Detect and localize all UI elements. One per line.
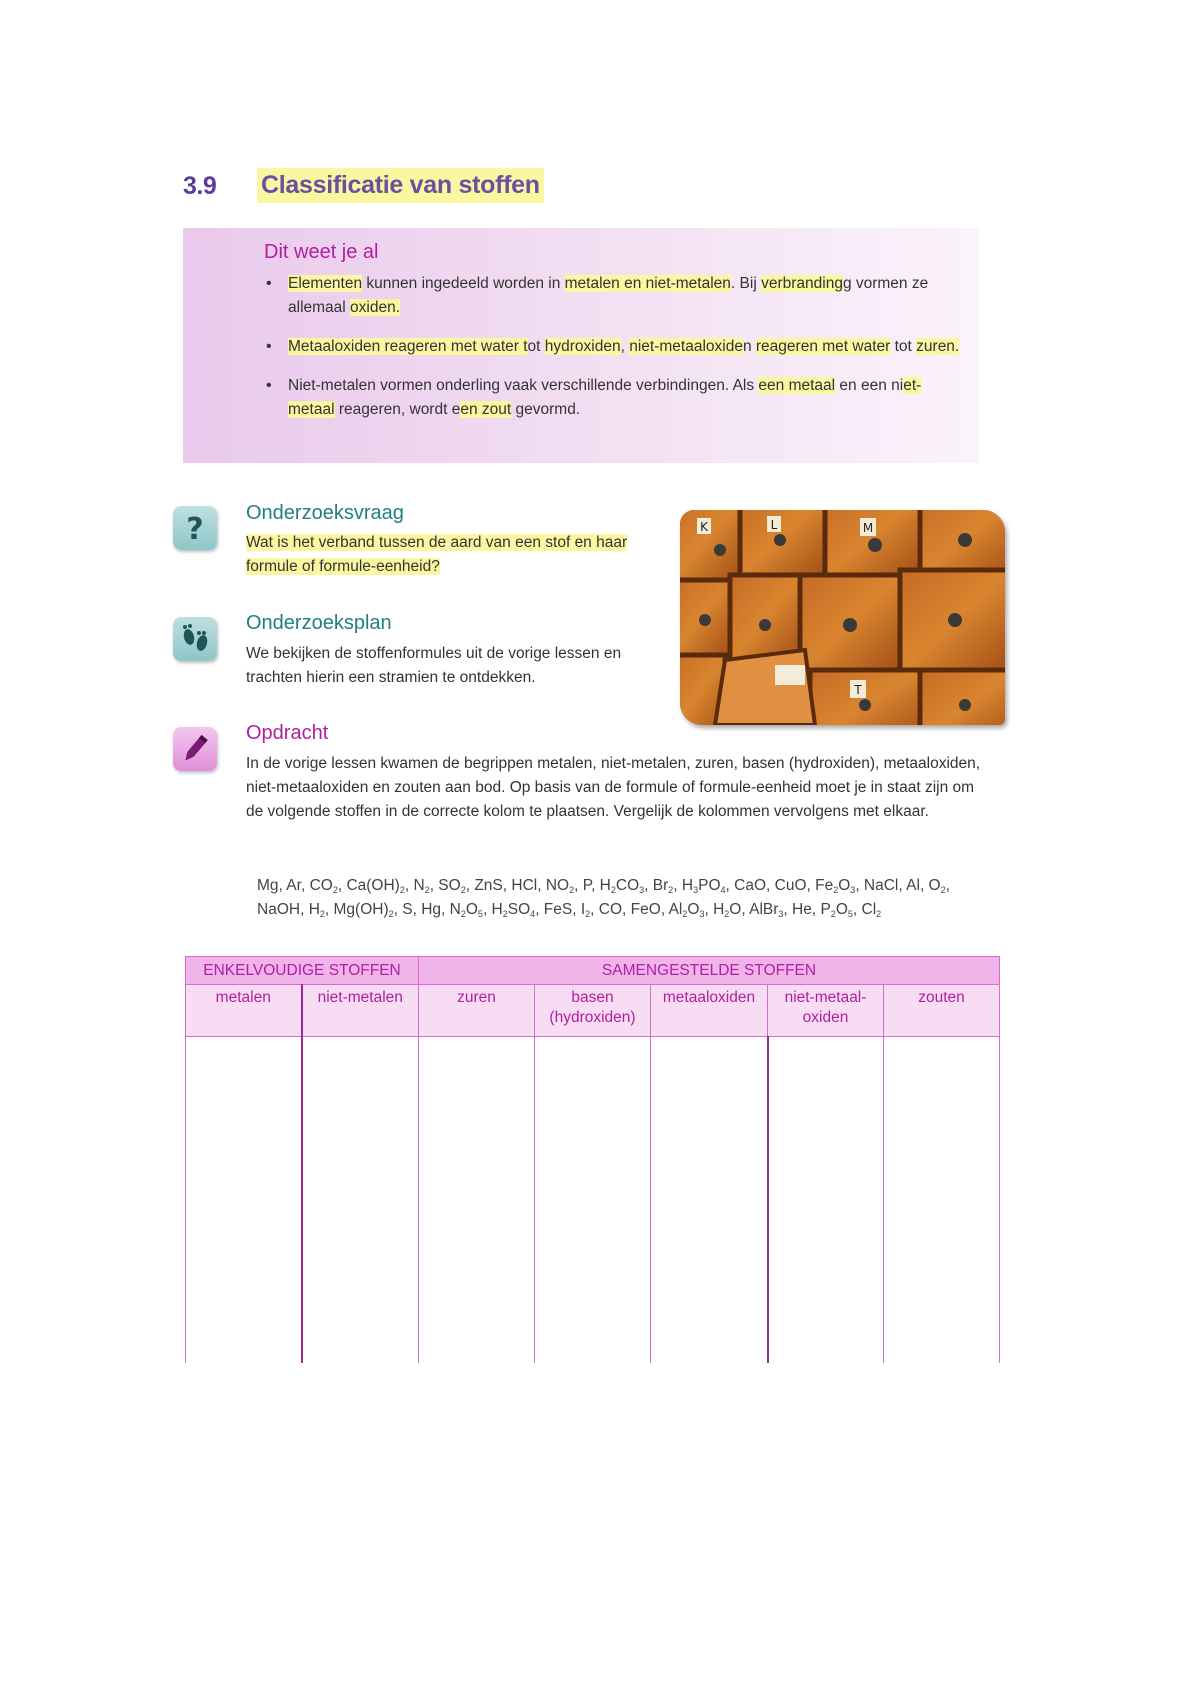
formula-part: , CO xyxy=(590,901,623,918)
formula-part: , He xyxy=(783,901,812,918)
formula-part: , ZnS xyxy=(465,877,503,894)
formula-part: SO xyxy=(507,901,531,918)
formula-part: , Ar xyxy=(278,877,301,894)
formula-part: O xyxy=(835,901,848,918)
formula-subscript: 2 xyxy=(833,885,839,895)
formula-part: , FeO xyxy=(622,901,661,918)
formula-part: , Br xyxy=(644,877,669,894)
formula-subscript: 3 xyxy=(639,885,645,895)
assignment-text: In de vorige lessen kwamen de begrippen metalen, niet-metalen, zuren, basen (hydroxiden), metaaloxiden, niet-metaaloxiden en zouten aan bod. Op basis van de formule of formule-eenheid moet je in staat zijn om de volgende stoffen in de correcte kolom te plaatsen. Vergelijk de kolommen vervolgens met elkaar. xyxy=(246,755,981,820)
answer-cell-basen[interactable] xyxy=(535,1037,651,1364)
formula-part: , Al xyxy=(898,877,920,894)
column-header-metalen: metalen xyxy=(186,985,302,1037)
column-header-metaaloxiden: metaaloxiden xyxy=(651,985,768,1037)
answer-cell-niet-metalen[interactable] xyxy=(302,1037,419,1364)
research-question-heading: Onderzoeksvraag xyxy=(246,502,404,524)
formula-part: , H xyxy=(300,901,320,918)
formula-subscript: 2 xyxy=(724,909,730,919)
formula-part: O xyxy=(838,877,851,894)
formula-subscript: 2 xyxy=(682,909,688,919)
assignment-heading: Opdracht xyxy=(246,722,329,744)
column-header-zuren: zuren xyxy=(419,985,535,1037)
research-question-text: Wat is het verband tussen de aard van een stof en haar formule of formule-eenheid? xyxy=(246,534,628,575)
formula-list xyxy=(257,874,977,922)
column-header-zouten: zouten xyxy=(884,985,1000,1037)
formula-subscript: 2 xyxy=(569,885,575,895)
formula-subscript: 2 xyxy=(460,909,466,919)
formula-part: , Ca(OH) xyxy=(337,877,400,894)
formula-part: CO xyxy=(615,877,640,894)
formula-part: O xyxy=(687,901,700,918)
formula-subscript: 2 xyxy=(876,909,882,919)
formula-part: , Hg xyxy=(412,901,442,918)
formula-subscript: 4 xyxy=(530,909,536,919)
formula-subscript: 3 xyxy=(693,885,699,895)
column-header-niet-metalen: niet-metalen xyxy=(302,985,419,1037)
formula-part: , Mg(OH) xyxy=(324,901,389,918)
formula-subscript: 3 xyxy=(850,885,856,895)
formula-subscript: 3 xyxy=(699,909,705,919)
formula-part: , CuO xyxy=(766,877,807,894)
question-icon xyxy=(173,506,217,550)
svg-text:?: ? xyxy=(186,512,204,545)
formula-part: , Al xyxy=(660,901,683,918)
formula-subscript: 4 xyxy=(720,885,726,895)
formula-subscript: 5 xyxy=(477,909,483,919)
answer-cell-niet-metaaloxiden[interactable] xyxy=(768,1037,884,1364)
answer-cell-metaaloxiden[interactable] xyxy=(651,1037,768,1364)
formula-part: , P xyxy=(574,877,592,894)
list-item: • Niet-metalen vormen onderling vaak verschillende verbindingen. Als een metaal en een niet-metaal reageren, wordt een zout gevormd. xyxy=(264,374,964,422)
drawer-label: M xyxy=(862,521,874,535)
formula-part: , Fe xyxy=(806,877,834,894)
formula-part: , CaO xyxy=(725,877,767,894)
formula-subscript: 2 xyxy=(830,909,836,919)
answer-cell-metalen[interactable] xyxy=(186,1037,302,1364)
formula-subscript: 2 xyxy=(502,909,508,919)
known-box xyxy=(183,228,979,463)
formula-subscript: 2 xyxy=(399,885,405,895)
formula-subscript: 2 xyxy=(424,885,430,895)
formula-subscript: 2 xyxy=(388,909,394,919)
known-list xyxy=(264,272,964,437)
formula-part: , NaCl xyxy=(855,877,899,894)
answer-cell-zouten[interactable] xyxy=(884,1037,1000,1364)
formula-part: , N xyxy=(441,901,461,918)
formula-subscript: 2 xyxy=(940,885,946,895)
drawer-cabinet-photo xyxy=(680,510,1005,725)
pencil-icon xyxy=(173,727,217,771)
formula-part: , H xyxy=(704,901,725,918)
formula-part: , H xyxy=(673,877,694,894)
known-title: Dit weet je al xyxy=(264,241,379,263)
formula-subscript: 2 xyxy=(460,885,466,895)
formula-part: O xyxy=(465,901,478,918)
formula-part: , NO xyxy=(537,877,570,894)
formula-part: , SO xyxy=(429,877,461,894)
classification-table xyxy=(185,956,1000,1363)
column-header-niet-metaaloxiden: niet-metaal-oxiden xyxy=(768,985,884,1037)
formula-part: , FeS xyxy=(535,901,573,918)
formula-part: , Cl xyxy=(852,901,877,918)
research-plan-heading: Onderzoeksplan xyxy=(246,612,392,634)
formula-part: , CO xyxy=(300,877,333,894)
formula-subscript: 2 xyxy=(610,885,616,895)
formula-part: O xyxy=(729,901,742,918)
formula-part: Mg xyxy=(257,877,279,894)
drawer-label: K xyxy=(700,520,708,534)
group-header-enkelvoudig: ENKELVOUDIGE STOFFEN xyxy=(186,957,419,985)
section-title: Classificatie van stoffen xyxy=(257,168,544,203)
formula-subscript: 3 xyxy=(778,909,784,919)
footprints-icon xyxy=(173,617,217,661)
formula-part: , I xyxy=(572,901,586,918)
list-item: • Elementen kunnen ingedeeld worden in metalen en niet-metalen. Bij verbrandingg vormen ze allemaal oxiden. xyxy=(264,272,964,320)
drawer-label: T xyxy=(854,683,862,697)
formula-part: , HCl xyxy=(502,877,538,894)
formula-part: , S xyxy=(393,901,413,918)
research-plan-text: We bekijken de stoffenformules uit de vorige lessen en trachten hierin een stramien te ontdekken. xyxy=(246,645,622,686)
list-item: • Metaaloxiden reageren met water tot hydroxiden, niet-metaaloxiden reageren met water tot zuren. xyxy=(264,335,964,359)
column-header-basen: basen (hydroxiden) xyxy=(535,985,651,1037)
formula-part: , H xyxy=(591,877,611,894)
group-header-samengesteld: SAMENGESTELDE STOFFEN xyxy=(419,957,1000,985)
formula-part: , H xyxy=(482,901,503,918)
formula-subscript: 5 xyxy=(847,909,853,919)
formula-subscript: 2 xyxy=(668,885,674,895)
formula-part: , O xyxy=(919,877,941,894)
formula-part: PO xyxy=(698,877,721,894)
formula-part: , NaOH xyxy=(257,877,950,918)
drawer-label: L xyxy=(770,518,778,532)
formula-part: , P xyxy=(811,901,831,918)
answer-cell-zuren[interactable] xyxy=(419,1037,535,1364)
formula-subscript: 2 xyxy=(332,885,338,895)
formula-subscript: 2 xyxy=(319,909,325,919)
formula-part: , N xyxy=(404,877,425,894)
formula-part: , AlBr xyxy=(741,901,779,918)
section-number: 3.9 xyxy=(183,172,217,200)
formula-subscript: 2 xyxy=(585,909,591,919)
